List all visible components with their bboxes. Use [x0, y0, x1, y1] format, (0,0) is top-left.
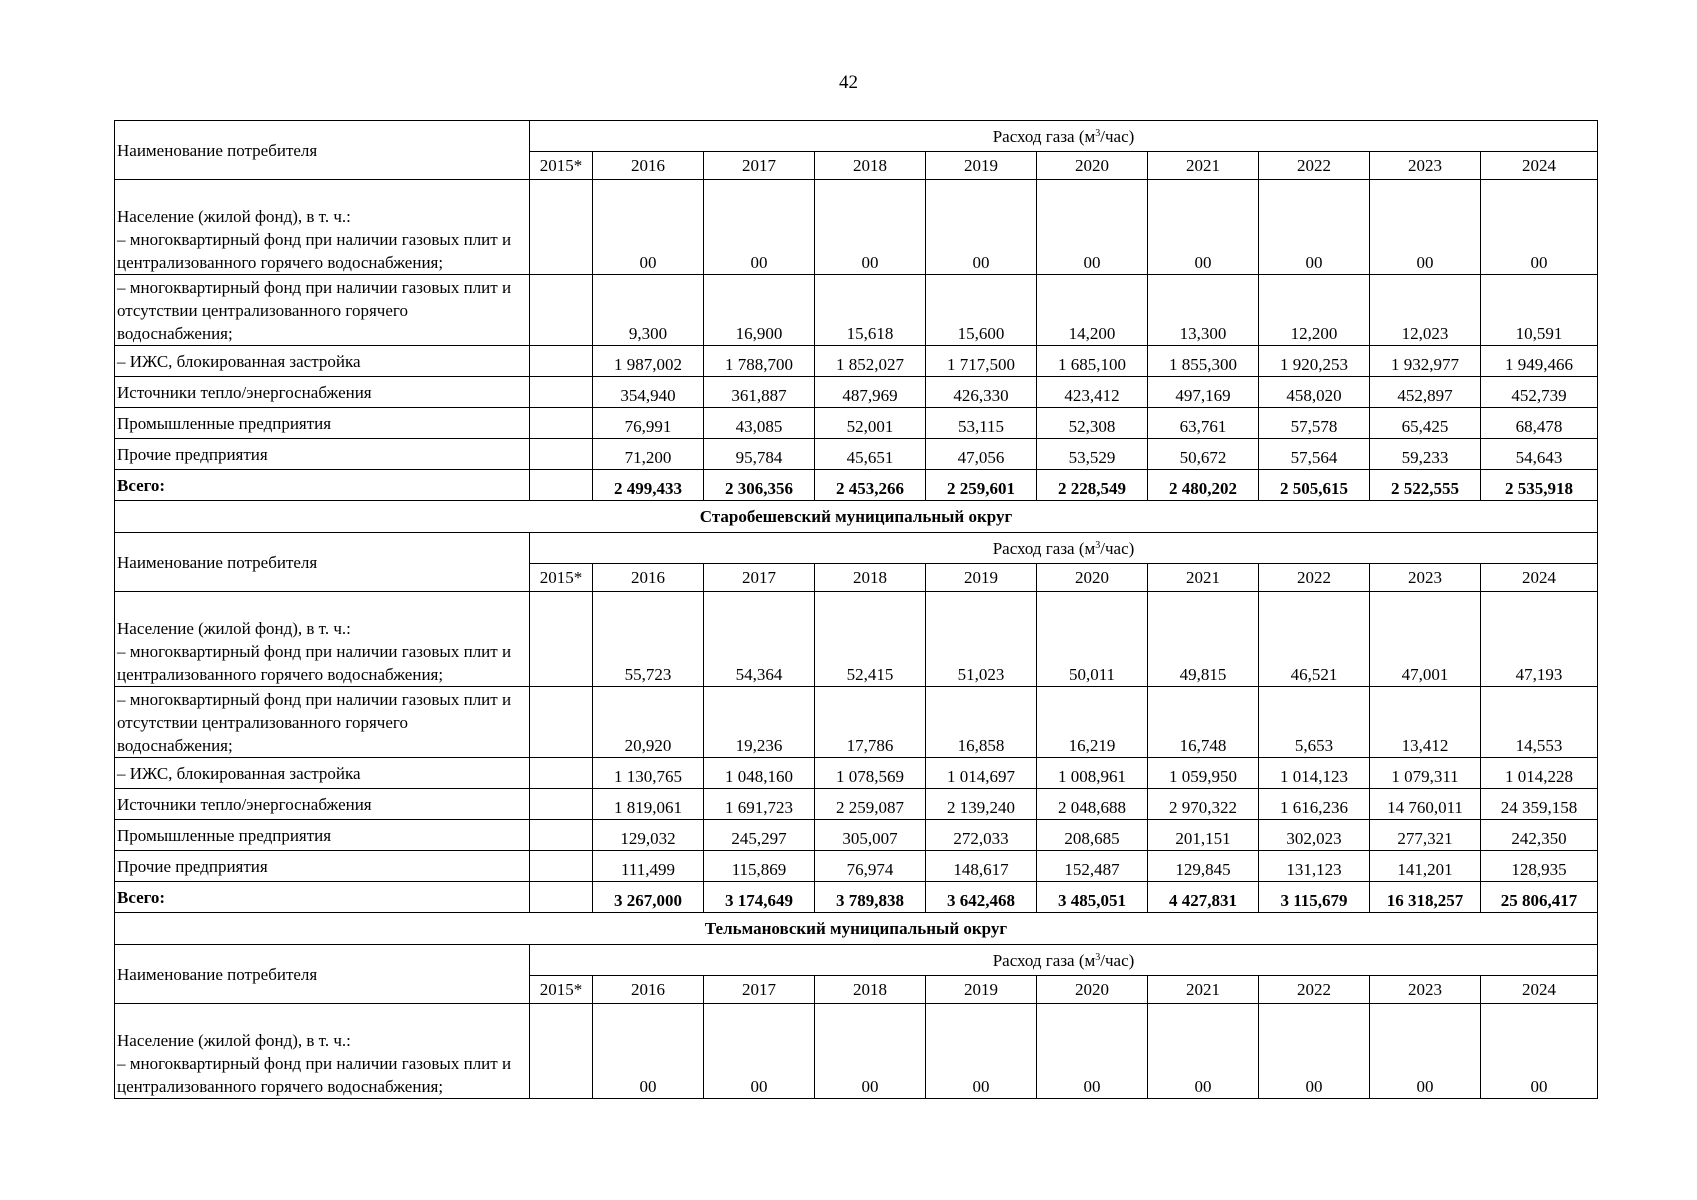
data-row [115, 851, 1598, 882]
year-header: 2015* [530, 152, 593, 180]
page-number: 42 [839, 72, 858, 93]
year-header: 2018 [815, 976, 926, 1004]
value-cell: 1 788,700 [704, 346, 815, 377]
value-cell: 426,330 [926, 377, 1037, 408]
value-cell: 1 819,061 [593, 789, 704, 820]
value-cell: 458,020 [1259, 377, 1370, 408]
section-title: Старобешевский муниципальный округ [115, 501, 1598, 533]
consumer-name-header: Наименование потребителя [115, 945, 530, 1004]
gas-consumption-header [530, 945, 1598, 976]
value-cell: 277,321 [1370, 820, 1481, 851]
year-header: 2024 [1481, 152, 1598, 180]
value-cell: 2 306,356 [704, 470, 815, 501]
value-cell: 16 318,257 [1370, 882, 1481, 913]
value-cell: 49,815 [1148, 592, 1259, 687]
value-cell: 47,056 [926, 439, 1037, 470]
value-cell: 00 [593, 1004, 704, 1099]
value-cell: 131,123 [1259, 851, 1370, 882]
value-cell: 00 [815, 180, 926, 275]
value-cell: 2 522,555 [1370, 470, 1481, 501]
year-header: 2023 [1370, 976, 1481, 1004]
value-cell [530, 1004, 593, 1099]
value-cell: 00 [593, 180, 704, 275]
gas-header-suffix: /час) [1100, 950, 1135, 970]
value-cell: 487,969 [815, 377, 926, 408]
value-cell [530, 820, 593, 851]
value-cell: 55,723 [593, 592, 704, 687]
value-cell [530, 346, 593, 377]
total-row [115, 882, 1598, 913]
value-cell: 242,350 [1481, 820, 1598, 851]
value-cell [530, 470, 593, 501]
consumer-name: Промышленные предприятия [115, 820, 530, 851]
value-cell: 148,617 [926, 851, 1037, 882]
value-cell: 00 [926, 180, 1037, 275]
value-cell: 45,651 [815, 439, 926, 470]
year-header: 2020 [1037, 564, 1148, 592]
year-header: 2021 [1148, 564, 1259, 592]
value-cell [530, 882, 593, 913]
value-cell: 1 691,723 [704, 789, 815, 820]
data-row [115, 180, 1598, 275]
value-cell: 00 [1259, 180, 1370, 275]
consumer-name: Промышленные предприятия [115, 408, 530, 439]
year-header: 2021 [1148, 976, 1259, 1004]
value-cell: 1 949,466 [1481, 346, 1598, 377]
value-cell: 305,007 [815, 820, 926, 851]
value-cell: 3 174,649 [704, 882, 815, 913]
value-cell: 2 499,433 [593, 470, 704, 501]
value-cell: 1 078,569 [815, 758, 926, 789]
data-row [115, 275, 1598, 346]
section-title: Тельмановский муниципальный округ [115, 913, 1598, 945]
value-cell: 00 [704, 180, 815, 275]
value-cell: 43,085 [704, 408, 815, 439]
value-cell: 2 453,266 [815, 470, 926, 501]
value-cell: 201,151 [1148, 820, 1259, 851]
value-cell [530, 408, 593, 439]
consumer-name-header: Наименование потребителя [115, 533, 530, 592]
value-cell: 15,600 [926, 275, 1037, 346]
section-title-row [115, 501, 1598, 533]
value-cell: 00 [1370, 1004, 1481, 1099]
value-cell: 25 806,417 [1481, 882, 1598, 913]
data-row [115, 377, 1598, 408]
year-header: 2020 [1037, 976, 1148, 1004]
value-cell: 111,499 [593, 851, 704, 882]
value-cell: 1 987,002 [593, 346, 704, 377]
header-row [115, 533, 1598, 564]
value-cell: 3 115,679 [1259, 882, 1370, 913]
consumer-name: – многоквартирный фонд при наличии газовых плит и отсутствии централизованного горячего водоснабжения; [115, 687, 530, 758]
value-cell: 65,425 [1370, 408, 1481, 439]
value-cell: 208,685 [1037, 820, 1148, 851]
header-row [115, 945, 1598, 976]
data-row [115, 820, 1598, 851]
value-cell [530, 377, 593, 408]
value-cell: 302,023 [1259, 820, 1370, 851]
value-cell: 1 717,500 [926, 346, 1037, 377]
year-header: 2019 [926, 564, 1037, 592]
value-cell: 00 [1481, 180, 1598, 275]
consumer-name: Всего: [115, 882, 530, 913]
header-row [115, 121, 1598, 152]
year-header: 2016 [593, 564, 704, 592]
value-cell: 59,233 [1370, 439, 1481, 470]
value-cell: 141,201 [1370, 851, 1481, 882]
value-cell: 00 [1037, 180, 1148, 275]
gas-consumption-header [530, 121, 1598, 152]
value-cell: 1 130,765 [593, 758, 704, 789]
value-cell [530, 275, 593, 346]
value-cell: 20,920 [593, 687, 704, 758]
data-row [115, 1004, 1598, 1099]
value-cell: 68,478 [1481, 408, 1598, 439]
value-cell: 3 789,838 [815, 882, 926, 913]
value-cell: 5,653 [1259, 687, 1370, 758]
value-cell: 00 [1259, 1004, 1370, 1099]
value-cell [530, 180, 593, 275]
value-cell: 3 485,051 [1037, 882, 1148, 913]
value-cell: 1 059,950 [1148, 758, 1259, 789]
value-cell [530, 758, 593, 789]
table-body [115, 121, 1598, 1099]
data-row [115, 408, 1598, 439]
year-header: 2017 [704, 152, 815, 180]
value-cell: 1 616,236 [1259, 789, 1370, 820]
value-cell: 129,032 [593, 820, 704, 851]
gas-consumption-header [530, 533, 1598, 564]
value-cell: 52,415 [815, 592, 926, 687]
value-cell: 76,991 [593, 408, 704, 439]
value-cell: 129,845 [1148, 851, 1259, 882]
gas-header-suffix: /час) [1100, 538, 1135, 558]
value-cell: 00 [704, 1004, 815, 1099]
value-cell: 19,236 [704, 687, 815, 758]
consumer-name: Всего: [115, 470, 530, 501]
value-cell: 00 [1037, 1004, 1148, 1099]
data-row [115, 687, 1598, 758]
value-cell: 12,023 [1370, 275, 1481, 346]
value-cell: 16,219 [1037, 687, 1148, 758]
consumer-name: Источники тепло/энергоснабжения [115, 377, 530, 408]
value-cell: 50,011 [1037, 592, 1148, 687]
value-cell: 00 [926, 1004, 1037, 1099]
data-row [115, 758, 1598, 789]
value-cell: 1 920,253 [1259, 346, 1370, 377]
year-header: 2017 [704, 564, 815, 592]
value-cell: 14,553 [1481, 687, 1598, 758]
value-cell: 17,786 [815, 687, 926, 758]
data-row [115, 592, 1598, 687]
value-cell: 115,869 [704, 851, 815, 882]
year-header: 2015* [530, 564, 593, 592]
year-header: 2023 [1370, 564, 1481, 592]
value-cell: 16,858 [926, 687, 1037, 758]
value-cell: 15,618 [815, 275, 926, 346]
value-cell: 2 535,918 [1481, 470, 1598, 501]
section-title-row [115, 913, 1598, 945]
value-cell: 1 008,961 [1037, 758, 1148, 789]
consumer-name: – ИЖС, блокированная застройка [115, 758, 530, 789]
year-header: 2019 [926, 976, 1037, 1004]
value-cell: 354,940 [593, 377, 704, 408]
value-cell: 00 [1481, 1004, 1598, 1099]
value-cell: 13,412 [1370, 687, 1481, 758]
consumer-name: Население (жилой фонд), в т. ч.: – многоквартирный фонд при наличии газовых плит и централизованного горячего водоснабжения; [115, 180, 530, 275]
value-cell: 9,300 [593, 275, 704, 346]
value-cell: 3 267,000 [593, 882, 704, 913]
value-cell: 00 [1148, 180, 1259, 275]
value-cell: 14 760,011 [1370, 789, 1481, 820]
value-cell: 1 014,123 [1259, 758, 1370, 789]
consumer-name: – ИЖС, блокированная застройка [115, 346, 530, 377]
value-cell [530, 687, 593, 758]
value-cell [530, 851, 593, 882]
value-cell: 95,784 [704, 439, 815, 470]
value-cell: 1 852,027 [815, 346, 926, 377]
value-cell: 2 259,087 [815, 789, 926, 820]
consumer-name: Население (жилой фонд), в т. ч.: – многоквартирный фонд при наличии газовых плит и централизованного горячего водоснабжения; [115, 592, 530, 687]
data-row [115, 439, 1598, 470]
value-cell: 47,193 [1481, 592, 1598, 687]
year-header: 2017 [704, 976, 815, 1004]
value-cell: 10,591 [1481, 275, 1598, 346]
value-cell: 76,974 [815, 851, 926, 882]
value-cell: 50,672 [1148, 439, 1259, 470]
value-cell: 1 932,977 [1370, 346, 1481, 377]
value-cell: 1 048,160 [704, 758, 815, 789]
value-cell [530, 789, 593, 820]
value-cell: 1 014,228 [1481, 758, 1598, 789]
value-cell: 4 427,831 [1148, 882, 1259, 913]
value-cell: 423,412 [1037, 377, 1148, 408]
value-cell: 71,200 [593, 439, 704, 470]
value-cell: 152,487 [1037, 851, 1148, 882]
value-cell: 53,529 [1037, 439, 1148, 470]
value-cell: 497,169 [1148, 377, 1259, 408]
value-cell: 3 642,468 [926, 882, 1037, 913]
value-cell: 52,001 [815, 408, 926, 439]
consumer-name: Население (жилой фонд), в т. ч.: – многоквартирный фонд при наличии газовых плит и централизованного горячего водоснабжения; [115, 1004, 530, 1099]
value-cell: 1 685,100 [1037, 346, 1148, 377]
value-cell: 1 079,311 [1370, 758, 1481, 789]
value-cell: 2 228,549 [1037, 470, 1148, 501]
value-cell: 128,935 [1481, 851, 1598, 882]
year-header: 2020 [1037, 152, 1148, 180]
value-cell: 46,521 [1259, 592, 1370, 687]
value-cell: 16,748 [1148, 687, 1259, 758]
value-cell: 272,033 [926, 820, 1037, 851]
year-header: 2021 [1148, 152, 1259, 180]
value-cell: 12,200 [1259, 275, 1370, 346]
value-cell: 245,297 [704, 820, 815, 851]
year-header: 2019 [926, 152, 1037, 180]
gas-header-unit-exponent: 3 [1095, 127, 1101, 139]
gas-consumption-table [114, 120, 1598, 1099]
consumer-name: Прочие предприятия [115, 439, 530, 470]
value-cell: 57,578 [1259, 408, 1370, 439]
value-cell: 452,897 [1370, 377, 1481, 408]
gas-header-prefix: Расход газа (м [992, 538, 1096, 558]
value-cell: 57,564 [1259, 439, 1370, 470]
value-cell: 14,200 [1037, 275, 1148, 346]
year-header: 2022 [1259, 976, 1370, 1004]
value-cell: 00 [815, 1004, 926, 1099]
value-cell: 00 [1370, 180, 1481, 275]
value-cell: 47,001 [1370, 592, 1481, 687]
value-cell: 54,643 [1481, 439, 1598, 470]
consumer-name: Прочие предприятия [115, 851, 530, 882]
year-header: 2024 [1481, 564, 1598, 592]
value-cell: 2 505,615 [1259, 470, 1370, 501]
gas-header-prefix: Расход газа (м [992, 126, 1096, 146]
consumer-name: Источники тепло/энергоснабжения [115, 789, 530, 820]
value-cell: 2 139,240 [926, 789, 1037, 820]
gas-header-unit-exponent: 3 [1095, 539, 1101, 551]
year-header: 2022 [1259, 564, 1370, 592]
gas-header-unit-exponent: 3 [1095, 951, 1101, 963]
value-cell: 53,115 [926, 408, 1037, 439]
year-header: 2018 [815, 152, 926, 180]
year-header: 2016 [593, 152, 704, 180]
value-cell: 00 [1148, 1004, 1259, 1099]
value-cell [530, 592, 593, 687]
year-header: 2018 [815, 564, 926, 592]
year-header: 2022 [1259, 152, 1370, 180]
value-cell: 2 048,688 [1037, 789, 1148, 820]
value-cell: 24 359,158 [1481, 789, 1598, 820]
gas-header-prefix: Расход газа (м [992, 950, 1096, 970]
data-row [115, 789, 1598, 820]
data-row [115, 346, 1598, 377]
total-row [115, 470, 1598, 501]
year-header: 2024 [1481, 976, 1598, 1004]
value-cell: 13,300 [1148, 275, 1259, 346]
consumer-name: – многоквартирный фонд при наличии газовых плит и отсутствии централизованного горячего водоснабжения; [115, 275, 530, 346]
year-header: 2023 [1370, 152, 1481, 180]
value-cell: 452,739 [1481, 377, 1598, 408]
gas-header-suffix: /час) [1100, 126, 1135, 146]
value-cell: 2 259,601 [926, 470, 1037, 501]
value-cell: 52,308 [1037, 408, 1148, 439]
value-cell: 16,900 [704, 275, 815, 346]
year-header: 2016 [593, 976, 704, 1004]
value-cell [530, 439, 593, 470]
value-cell: 1 014,697 [926, 758, 1037, 789]
value-cell: 2 480,202 [1148, 470, 1259, 501]
value-cell: 54,364 [704, 592, 815, 687]
value-cell: 2 970,322 [1148, 789, 1259, 820]
consumer-name-header: Наименование потребителя [115, 121, 530, 180]
value-cell: 63,761 [1148, 408, 1259, 439]
value-cell: 1 855,300 [1148, 346, 1259, 377]
value-cell: 361,887 [704, 377, 815, 408]
year-header: 2015* [530, 976, 593, 1004]
value-cell: 51,023 [926, 592, 1037, 687]
